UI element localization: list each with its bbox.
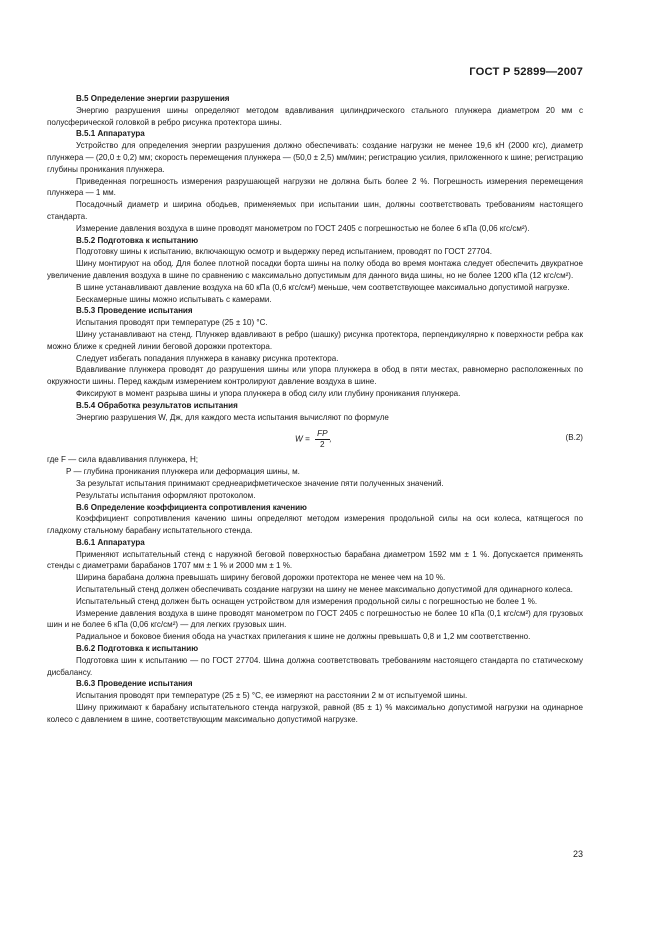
formula-expression — [295, 429, 332, 450]
paragraph: Фиксируют в момент разрыва шины и упора плунжера в обод силу или глубину проникания плунжера. — [76, 388, 461, 398]
document-header: ГОСТ Р 52899—2007 — [469, 66, 583, 78]
document-body — [47, 93, 583, 726]
paragraph: Следует избегать попадания плунжера в канавку рисунка протектора. — [76, 353, 339, 363]
subsection-heading: В.6.2 Подготовка к испытанию — [76, 644, 199, 654]
paragraph: Вдавливание плунжера проводят до разрушения шины или упора плунжера в обод в пяти местах, равномерно расположенных по окружности шины. Перед каждым измерением контролируют давление воздуха в шине. — [47, 365, 583, 387]
paragraph: Энергию разрушения шины определяют методом вдавливания цилиндрического стального плунжера диаметром 20 мм с полусферической головкой в ребро рисунка протектора шины. — [47, 105, 583, 127]
formula-fraction — [315, 429, 329, 450]
paragraph: Ширина барабана должна превышать ширину беговой дорожки протектора не менее чем на 10 %. — [76, 573, 446, 583]
paragraph: Шину устанавливают на стенд. Плунжер вдавливают в ребро (шашку) рисунка протектора, перпендикулярно к поверхности ребра как можно ближе к средней линии беговой дорожки протектора. — [47, 329, 583, 351]
section-heading: В.6 Определение коэффициента сопротивления качению — [76, 502, 307, 512]
formula-number: (В.2) — [565, 433, 583, 443]
paragraph: Испытательный стенд должен быть оснащен устройством для измерения продольной силы с погрешностью не более 1 %. — [76, 596, 538, 606]
paragraph: Результаты испытания оформляют протоколом. — [76, 490, 256, 500]
subsection-heading: В.5.2 Подготовка к испытанию — [76, 235, 199, 245]
formula-denominator: 2 — [320, 440, 325, 450]
paragraph: Испытания проводят при температуре (25 ± 10) °С. — [76, 318, 268, 328]
paragraph: За результат испытания принимают среднеарифметическое значение пяти полученных значений. — [76, 478, 444, 488]
formula-numerator: FP — [317, 429, 328, 439]
formula-lhs: W = — [295, 434, 310, 444]
paragraph: Коэффициент сопротивления качению шины определяют методом измерения продольной силы на оси колеса, катящегося по гладкому стальному барабану испытательного стенда. — [47, 514, 583, 536]
subsection-heading: В.5.1 Аппаратура — [76, 129, 145, 139]
subsection-heading: В.5.3 Проведение испытания — [76, 306, 193, 316]
definition: P — глубина проникания плунжера или деформация шины, м. — [66, 467, 300, 477]
definition: где F — сила вдавливания плунжера, Н; — [47, 455, 199, 465]
subsection-heading: В.6.3 Проведение испытания — [76, 679, 193, 689]
paragraph: Шину прижимают к барабану испытательного стенда нагрузкой, равной (85 ± 1) % максимально допустимой нагрузки на одинарное колесо с давлением в шине, соответствующим максимально допустимой нагрузке. — [47, 703, 583, 724]
page-number: 23 — [572, 849, 583, 859]
paragraph: Испытательный стенд должен обеспечивать создание нагрузки на шину не менее максимально допустимой для одинарного колеса. — [76, 585, 573, 595]
paragraph: В шине устанавливают давление воздуха на 60 кПа (0,6 кгс/см²) меньше, чем соответствующее максимально допустимой нагрузке. — [76, 282, 570, 292]
paragraph: Подготовка шин к испытанию — по ГОСТ 27704. Шина должна соответствовать требованиям настоящего стандарта по статическому дисбалансу. — [47, 655, 583, 677]
paragraph: Бескамерные шины можно испытывать с камерами. — [76, 294, 272, 304]
paragraph: Испытания проводят при температуре (25 ± 5) °С, ее измеряют на расстоянии 2 м от испытуемой шины. — [76, 691, 468, 701]
paragraph: Посадочный диаметр и ширина ободьев, применяемых при испытании шин, должны соответствовать требованиям настоящего стандарта. — [47, 200, 583, 221]
section-heading: В.5 Определение энергии разрушения — [76, 94, 230, 103]
subsection-heading: В.6.1 Аппаратура — [76, 537, 145, 547]
paragraph: Подготовку шины к испытанию, включающую осмотр и выдержку перед испытанием, проводят по ГОСТ 27704. — [76, 247, 492, 257]
paragraph: Радиальное и боковое биения обода на участках прилегания к шине не должны превышать 0,8 и 1,2 мм соответственно. — [76, 632, 531, 642]
formula-comma: , — [329, 434, 332, 444]
subsection-heading: В.5.4 Обработка результатов испытания — [76, 400, 238, 410]
formula-b2 — [47, 424, 583, 452]
paragraph: Энергию разрушения W, Дж, для каждого места испытания вычисляют по формуле — [76, 412, 389, 422]
paragraph: Устройство для определения энергии разрушения должно обеспечивать: создание нагрузки не менее 19,6 кН (2000 кгс), диаметр плунжера — (20,0 ± 0,2) мм; скорость перемещения плунжера — (50,0 ± 2,5) мм/мин; регистрацию усилия, приложенного к шине; регистрацию глубины проникания плунжера. — [47, 141, 584, 174]
paragraph: Измерение давления воздуха в шине проводят манометром по ГОСТ 2405 с погрешностью не более 6 кПа (0,06 кгс/см²). — [76, 223, 530, 233]
paragraph: Шину монтируют на обод. Для более плотной посадки борта шины на полку обода во время монтажа следует обеспечить двукратное увеличение давления воздуха в шине по сравнению с максимально допустимым для данного вида шины, но не более 1200 кПа (12 кгс/см²). — [47, 259, 583, 280]
paragraph: Измерение давления воздуха в шине проводят манометром по ГОСТ 2405 с погрешностью не более 10 кПа (0,1 кгс/см²) для грузовых шин и не более 6 кПа (0,06 кгс/см²) — для легких грузовых шин. — [47, 608, 583, 630]
paragraph: Применяют испытательный стенд с наружной беговой поверхностью барабана диаметром 1592 мм ± 1 %. Допускается применять стенды с диаметрами барабанов 1707 мм ± 1 % и 2000 мм ± 1 %. — [47, 549, 583, 571]
paragraph: Приведенная погрешность измерения разрушающей нагрузки не должна быть более 2 %. Погрешность измерения перемещения плунжера — 1 мм. — [47, 176, 583, 198]
